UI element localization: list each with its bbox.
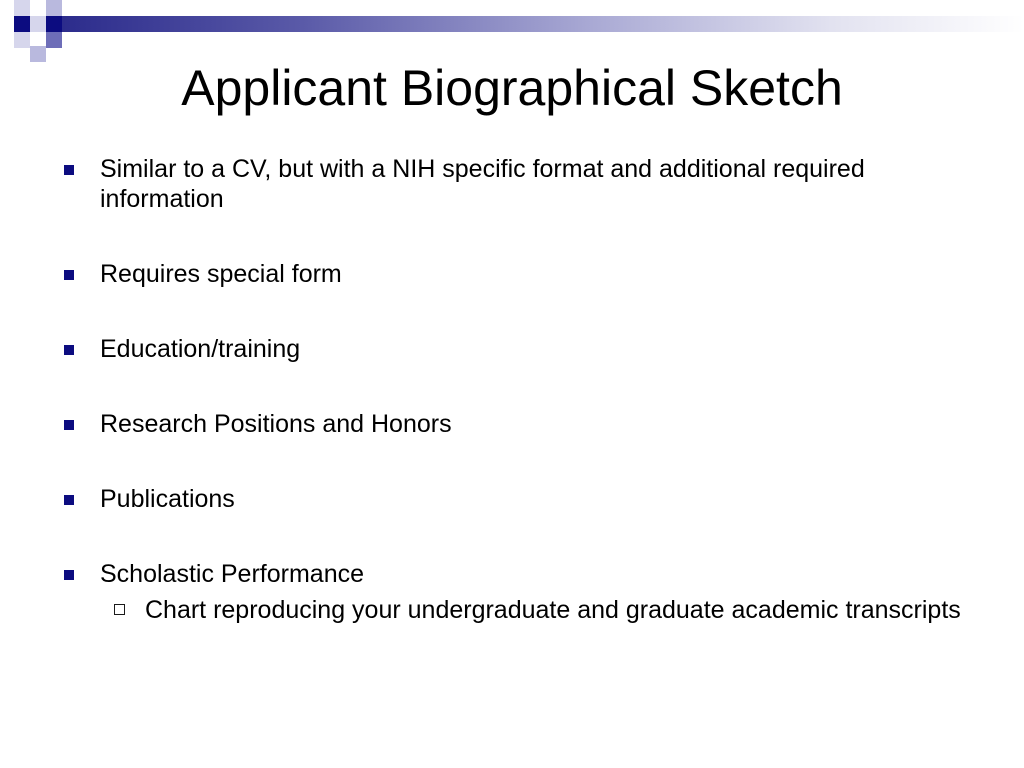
bullet-text: Publications	[100, 485, 235, 513]
bullet-text: Education/training	[100, 335, 301, 363]
bullet-list	[62, 154, 962, 625]
decor-square	[46, 16, 62, 32]
decor-square	[30, 16, 46, 32]
slide-title: Applicant Biographical Sketch	[181, 60, 843, 116]
filled-square-icon	[64, 495, 74, 505]
filled-square-icon	[64, 420, 74, 430]
filled-square-icon	[64, 165, 74, 175]
header-gradient-band	[62, 16, 1024, 32]
bullet-item	[62, 409, 962, 439]
bullet-item	[62, 559, 962, 589]
sub-bullet-item	[100, 595, 962, 625]
bullet-item	[62, 484, 962, 514]
bullet-item	[62, 259, 962, 289]
decor-square	[14, 0, 30, 16]
sub-bullet-text: Chart reproducing your undergraduate and graduate academic transcripts	[145, 596, 961, 624]
filled-square-icon	[64, 345, 74, 355]
decor-square	[46, 32, 62, 48]
filled-square-icon	[64, 570, 74, 580]
bullet-text: Research Positions and Honors	[100, 410, 452, 438]
bullet-text: Scholastic Performance	[100, 560, 365, 588]
hollow-square-icon	[114, 604, 125, 615]
bullet-text: Similar to a CV, but with a NIH specific format and additional required information	[100, 155, 865, 213]
decor-square	[14, 32, 30, 48]
bullet-text: Requires special form	[100, 260, 342, 288]
decor-square	[46, 0, 62, 16]
decor-square	[14, 16, 30, 32]
bullet-item	[62, 154, 962, 214]
bullet-item	[62, 334, 962, 364]
filled-square-icon	[64, 270, 74, 280]
